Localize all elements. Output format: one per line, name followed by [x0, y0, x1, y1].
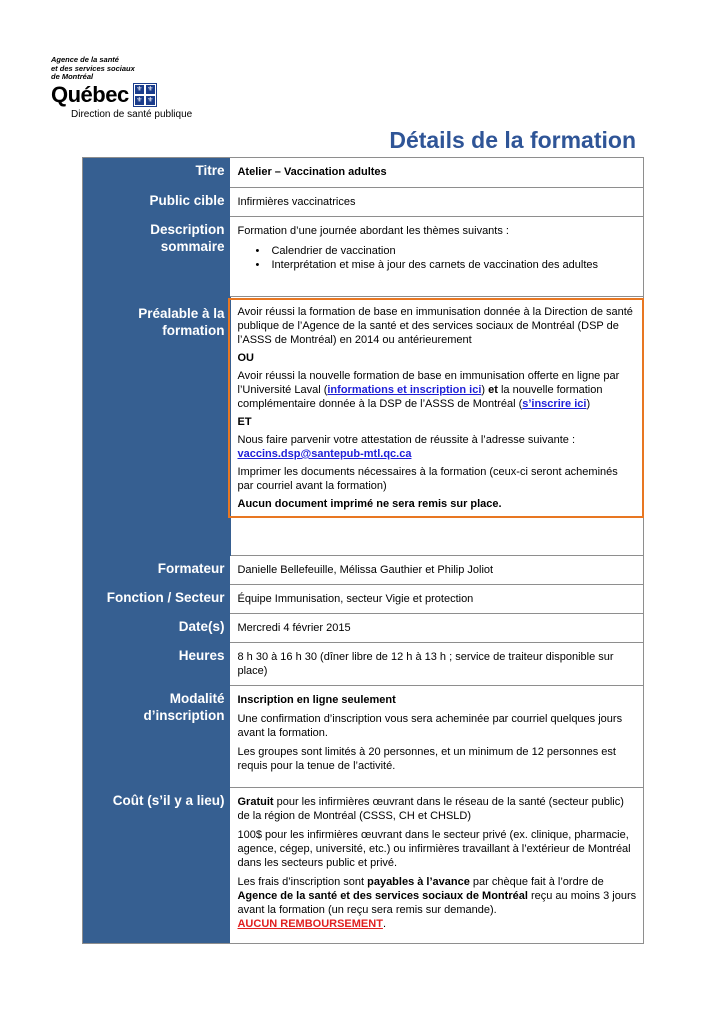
prerequisite-box	[228, 298, 645, 518]
row-heures	[83, 643, 643, 686]
row-dates	[83, 614, 643, 643]
prerequisite-text	[238, 369, 636, 411]
prerequisite-text	[238, 433, 636, 461]
list-item: • Calendrier de vaccination	[253, 244, 637, 258]
page-title: Détails de la formation	[389, 127, 636, 153]
row-value	[230, 217, 643, 297]
row-label: Formateur	[83, 556, 230, 585]
row-modalite	[83, 686, 643, 788]
details-table	[82, 157, 644, 944]
text: )	[481, 384, 489, 396]
row-label: Heures	[83, 643, 230, 686]
row-label: Coût (s’il y a lieu)	[83, 788, 230, 943]
text: .	[382, 918, 386, 930]
text: par chèque fait à l’ordre de	[469, 876, 604, 888]
row-prealable	[83, 297, 643, 556]
cout-text: 100$ pour les infirmières œuvrant dans le secteur privé (ex. clinique, pharmacie, agence, cégep, université, etc.) ou infirmières travaillant à l’extérieur de Montréal dans les secteurs public et privé.	[237, 829, 631, 869]
row-label: Fonction / Secteur	[83, 585, 230, 614]
row-cout	[83, 788, 643, 943]
row-public	[83, 188, 643, 217]
row-value: Atelier – Vaccination adultes	[230, 158, 643, 188]
agency-line: et des services sociaux	[51, 63, 135, 73]
row-formateur	[83, 556, 643, 585]
separator-et: ET	[237, 416, 252, 428]
no-refund-notice: AUCUN REMBOURSEMENT	[237, 918, 383, 930]
text: Les frais d’inscription sont	[237, 876, 368, 888]
prerequisite-warning: Aucun document imprimé ne sera remis sur place.	[237, 498, 502, 510]
agency-name	[51, 56, 231, 82]
row-label: Préalable à la formation	[83, 297, 231, 556]
agency-line: Agence de la santé	[51, 55, 119, 64]
text: pour les infirmières œuvrant dans le réseau de la santé (secteur public) de la région de Montréal (CSSS, CH et CHSLD)	[237, 796, 624, 822]
modalite-text: Les groupes sont limités à 20 personnes, et un minimum de 12 personnes est requis pour la tenue de l’activité.	[237, 746, 616, 772]
text: Gratuit	[237, 796, 274, 808]
cout-text	[237, 875, 637, 931]
register-link[interactable]: s’inscrire ici	[522, 398, 587, 410]
row-value: Équipe Immunisation, secteur Vigie et protection	[230, 585, 643, 614]
email-link[interactable]: vaccins.dsp@santepub-mtl.qc.ca	[237, 448, 412, 460]
row-value	[230, 686, 643, 788]
prerequisite-text: Imprimer les documents nécessaires à la formation (ceux-ci seront acheminés par courriel avant la formation)	[237, 466, 618, 492]
row-value	[231, 297, 644, 556]
text: et	[488, 384, 498, 396]
modalite-text: Inscription en ligne seulement	[237, 694, 396, 706]
list-item: • Interprétation et mise à jour des carnets de vaccination des adultes	[253, 258, 637, 272]
quebec-flag-icon: ⚜ ⚜ ⚜ ⚜	[133, 83, 157, 107]
modalite-text: Une confirmation d’inscription vous sera acheminée par courriel quelques jours avant la formation.	[237, 713, 623, 739]
prerequisite-text: Avoir réussi la formation de base en immunisation donnée à la Direction de santé publique de l’Agence de la santé et des services sociaux de Montréal (DSP de l’ASSS de Montréal) en 2014 ou antérieurement	[237, 306, 633, 346]
logo	[51, 56, 231, 126]
dsp-name: Direction de santé publique	[71, 108, 193, 120]
text: Avoir réussi la nouvelle formation de base en immunisation offerte en ligne par l’Université Laval (	[237, 370, 620, 396]
row-titre	[83, 158, 643, 188]
quebec-wordmark-row	[51, 83, 231, 107]
row-label: Modalité d’inscription	[83, 686, 230, 788]
description-list	[237, 244, 637, 272]
row-description	[83, 217, 643, 297]
row-value: Mercredi 4 février 2015	[230, 614, 643, 643]
row-value: Infirmières vaccinatrices	[230, 188, 643, 217]
row-value: 8 h 30 à 16 h 30 (dîner libre de 12 h à 13 h ; service de traiteur disponible sur place)	[230, 643, 643, 686]
row-label: Date(s)	[83, 614, 230, 643]
row-label: Description sommaire	[83, 217, 230, 297]
separator-ou: OU	[237, 352, 254, 364]
laval-info-link[interactable]: informations et inscription ici	[327, 384, 482, 396]
quebec-wordmark: Québec	[51, 81, 129, 107]
row-value: Danielle Bellefeuille, Mélissa Gauthier et Philip Joliot	[230, 556, 643, 585]
row-label: Titre	[83, 158, 230, 188]
row-label: Public cible	[83, 188, 230, 217]
cout-text	[237, 795, 637, 823]
text: reçu au moins 3 jours avant la formation (un reçu sera remis sur demande).	[237, 890, 637, 916]
text: la nouvelle formation complémentaire donnée à la DSP de l’ASSS de Montréal (	[237, 384, 603, 410]
text: Nous faire parvenir votre attestation de réussite à l’adresse suivante :	[237, 434, 576, 446]
text: )	[586, 398, 591, 410]
row-value	[230, 788, 643, 943]
text: payables à l’avance	[367, 876, 470, 888]
agency-line: de Montréal	[51, 72, 94, 81]
text: Agence de la santé et des services sociaux de Montréal	[237, 890, 528, 902]
row-fonction	[83, 585, 643, 614]
description-intro: Formation d’une journée abordant les thèmes suivants :	[237, 225, 509, 237]
